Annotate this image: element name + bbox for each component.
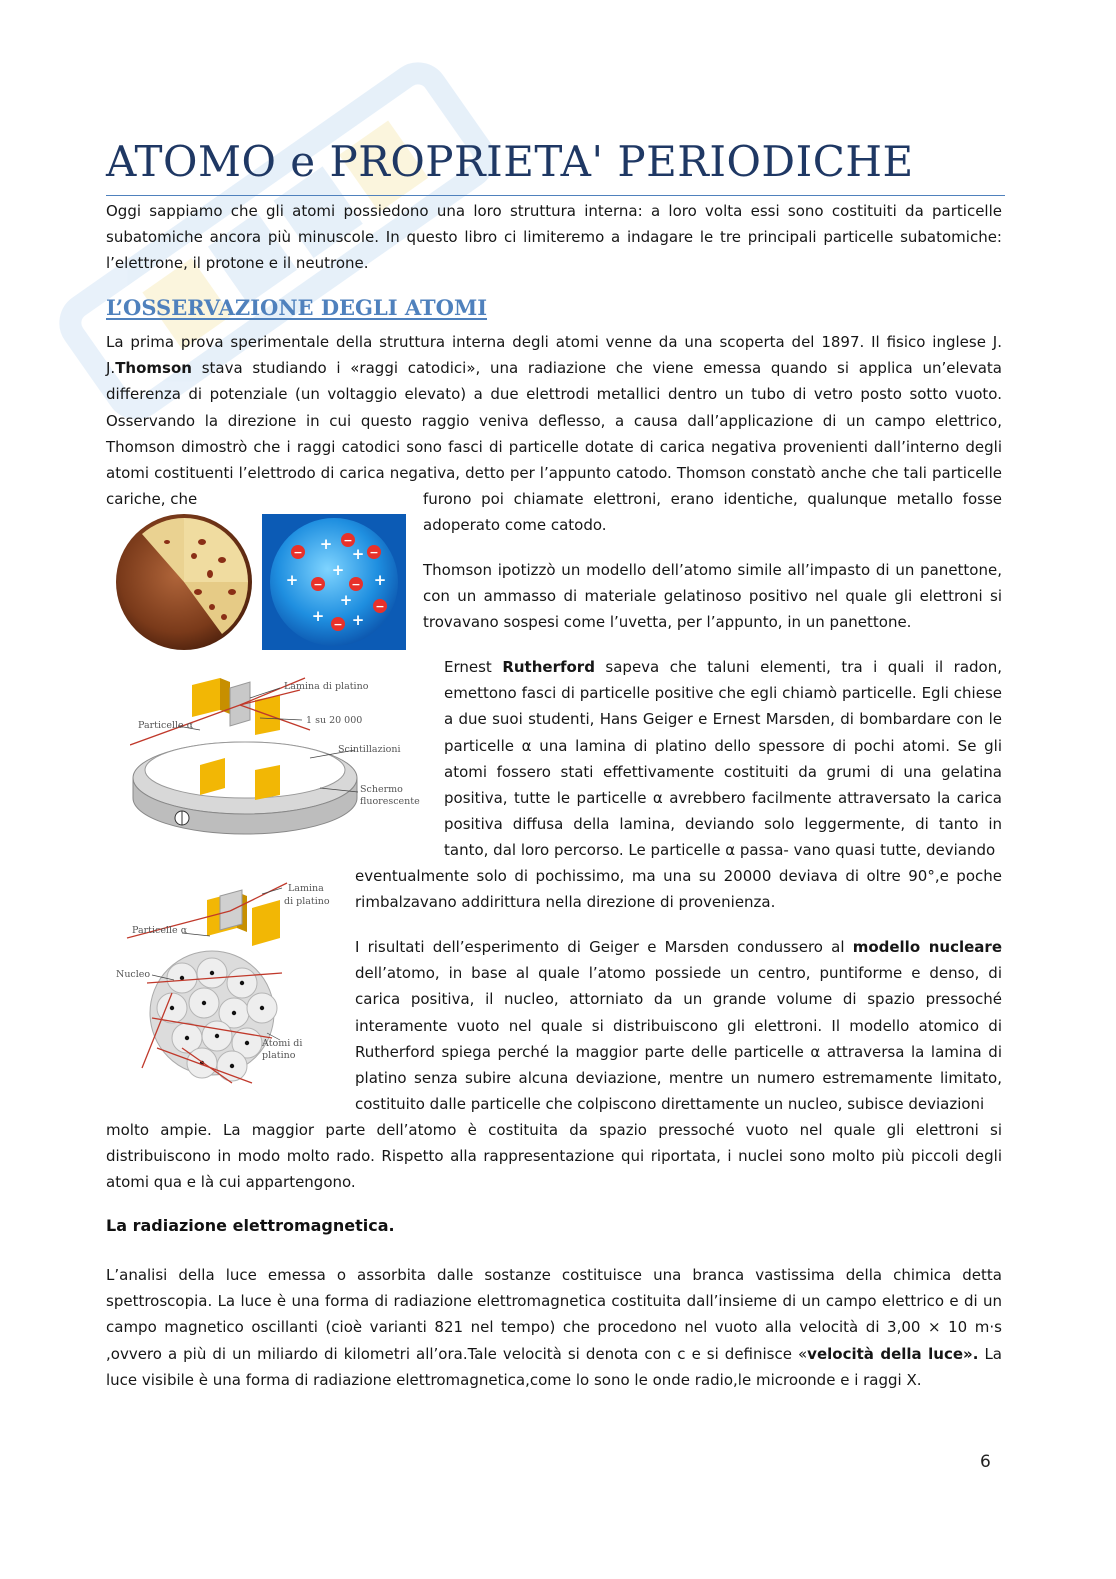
plus-sign: + <box>331 561 345 579</box>
label-atomi-di: Atomi di <box>262 1038 303 1049</box>
plus-sign: + <box>351 545 365 563</box>
minus-sign: − <box>351 578 361 591</box>
paragraph-text: L’analisi della luce emessa o assorbita dalle sostanze costituisce una branca vastissima della chimica detta spettroscopia. La luce è una forma di radiazione elettromagnetica costituita dall’insieme di un campo elettrico e di un campo magnetico oscillanti (cioè varianti 821 nel tempo) che procedono nel vuoto alla velocità di 3,00 × 10 m·s ,ovvero a più di un miliardo di kilometri all’ora.Tale velocità si denota con c e si definisce « <box>106 1266 1002 1363</box>
paragraph-panettone: Thomson ipotizzò un modello dell’atomo simile all’impasto di un panettone, con un ammasso di materiale gelatinoso positivo nel quale gli elettroni si trovavano sospesi come l’uvetta, per l’appunto, in un panettone. <box>423 561 1002 632</box>
plus-sign: + <box>319 535 333 553</box>
label-ratio: 1 su 20 000 <box>306 715 363 726</box>
rutherford-apparatus-figure <box>130 670 420 850</box>
nucleus-dot <box>210 971 214 975</box>
bold-velocita-luce: velocità della luce». <box>807 1344 979 1363</box>
plus-sign: + <box>285 571 299 589</box>
section-heading-osservazione: L’OSSERVAZIONE DEGLI ATOMI <box>106 295 488 320</box>
nucleus-dot <box>185 1036 189 1040</box>
label-di-platino: di platino <box>284 896 330 907</box>
paragraph-text: La prima prova sperimentale della struttura interna degli atomi venne da una scoperta del 1897. Il fisico inglese J. J. <box>106 333 1002 378</box>
paragraph-modello-nucleare <box>355 934 1002 1117</box>
paragraph-text: Ernest <box>444 658 503 676</box>
panettone-image <box>116 514 252 650</box>
paragraph-thomson <box>106 329 1002 512</box>
paragraph-text: dell’atomo, in base al quale l’atomo possiede un centro, puntiforme e denso, di carica positiva, il nucleo, attorniato da un grande volume di spazio pressoché interamente vuoto nel quale si distribuiscono gli elettroni. Il modello atomico di Rutherford spiega perché la maggior parte delle particelle α attraversa la lamina di platino senza subire alcuna deviazione, mentre un numero estremamente limitato, costituito dalle particelle che colpiscono direttamente un nucleo, subisce deviazioni <box>355 964 1002 1114</box>
paragraph-modello-cont: molto ampie. La maggior parte dell’atomo è costituita da spazio pressoché vuoto nel quale gli elettroni si distribuiscono in modo molto rado. Rispetto alla rappresentazione qui riportata, i nuclei sono molto più piccoli degli atomi qua e là cui appartengono. <box>106 1121 1002 1192</box>
label-nucleo: Nucleo <box>116 969 151 980</box>
minus-sign: − <box>333 618 343 631</box>
nucleus-dot <box>232 1011 236 1015</box>
bold-thomson: Thomson <box>115 359 192 378</box>
page-number: 6 <box>980 1452 991 1472</box>
label-particelle-alfa: Particelle α <box>138 720 194 731</box>
paragraph-text: stava studiando i «raggi catodici», una radiazione che viene emessa quando si applica un’elevata differenza di potenziale (un voltaggio elevato) a due elettrodi metallici dentro un tubo di vetro posto sotto vuoto. Osservando la direzione in cui questo raggio veniva deflesso, a causa dall’applicazione di un campo elettrico, Thomson dimostrò che i raggi catodici sono fasci di particelle dotate di carica negativa provenienti dall’interno degli atomi costituenti l’elettrodo di carica negativa, detto per l’appunto catodo. Thomson constatò anche che tali particelle cariche, che <box>106 359 1002 509</box>
paragraph-radiazione <box>106 1262 1002 1393</box>
minus-sign: − <box>343 534 353 547</box>
nucleus-dot <box>202 1001 206 1005</box>
plus-sign: + <box>311 607 325 625</box>
nucleus-dot <box>245 1041 249 1045</box>
minus-sign: − <box>313 578 323 591</box>
thomson-model-figure <box>112 512 408 652</box>
minus-sign: − <box>293 546 303 559</box>
paragraph-thomson-cont: furono poi chiamate elettroni, erano identiche, qualunque metallo fosse adoperato come catodo. <box>423 490 1002 535</box>
plus-sign: + <box>339 591 353 609</box>
minus-sign: − <box>375 600 385 613</box>
intro-paragraph: Oggi sappiamo che gli atomi possiedono una loro struttura interna: a loro volta essi sono costituiti da particelle subatomiche ancora più minuscole. In questo libro ci limiteremo a indagare le tre principali particelle subatomiche: l’elettrone, il protone e il neutrone. <box>106 202 1002 273</box>
plus-sign: + <box>373 571 387 589</box>
label-lamina: Lamina <box>288 883 324 894</box>
plus-sign: + <box>351 611 365 629</box>
paragraph-text: I risultati dell’esperimento di Geiger e Marsden condussero al <box>355 938 853 956</box>
paragraph-rutherford <box>444 654 1002 864</box>
nucleus-dot <box>240 981 244 985</box>
label-particelle-alfa: Particelle α <box>132 925 188 936</box>
bold-modello-nucleare: modello nucleare <box>852 938 1002 956</box>
nucleus-dot <box>170 1006 174 1010</box>
page-title: ATOMO e PROPRIETA' PERIODICHE <box>106 137 914 186</box>
nucleus-dot <box>230 1064 234 1068</box>
section-heading-radiazione: La radiazione elettromagnetica. <box>106 1216 395 1235</box>
title-underline <box>106 195 1005 196</box>
label-fluorescente: fluorescente <box>360 796 420 807</box>
nucleus-dot <box>260 1006 264 1010</box>
bold-rutherford: Rutherford <box>502 658 595 676</box>
label-scintillazioni: Scintillazioni <box>338 744 401 755</box>
paragraph-rutherford-cont: eventualmente solo di pochissimo, ma una su 20000 deviava di oltre 90°,e poche rimbalzavano addirittura nella direzione di provenienza. <box>355 867 1002 912</box>
paragraph-text: La luce visibile è una forma di radiazione elettromagnetica,come lo sono le onde radio,le microonde e i raggi X. <box>106 1344 1003 1389</box>
label-schermo: Schermo <box>360 784 403 795</box>
nucleus-dot <box>215 1034 219 1038</box>
paragraph-text: sapeva che taluni elementi, tra i quali il radon, emettono fasci di particelle positive che egli chiamò particelle. Egli chiese a due suoi studenti, Hans Geiger e Ernest Marsden, di bombardare con le particelle α una lamina di platino dello spessore di pochi atomi. Se gli atomi fossero stati effettivamente costituiti da grumi di una gelatina positiva, tutte le particelle α avrebbero facilmente attraversato la carica positiva diffusa della lamina, deviando solo leggermente, di tanto in tanto, dal loro percorso. Le particelle α passa- vano quasi tutte, deviando <box>444 658 1002 860</box>
nucleus-deflection-figure <box>112 878 342 1088</box>
label-platino: platino <box>262 1050 296 1061</box>
label-lamina-platino: Lamina di platino <box>284 681 369 692</box>
minus-sign: − <box>369 546 379 559</box>
platinum-lamina-block <box>207 890 280 946</box>
nucleus-dot <box>180 976 184 980</box>
